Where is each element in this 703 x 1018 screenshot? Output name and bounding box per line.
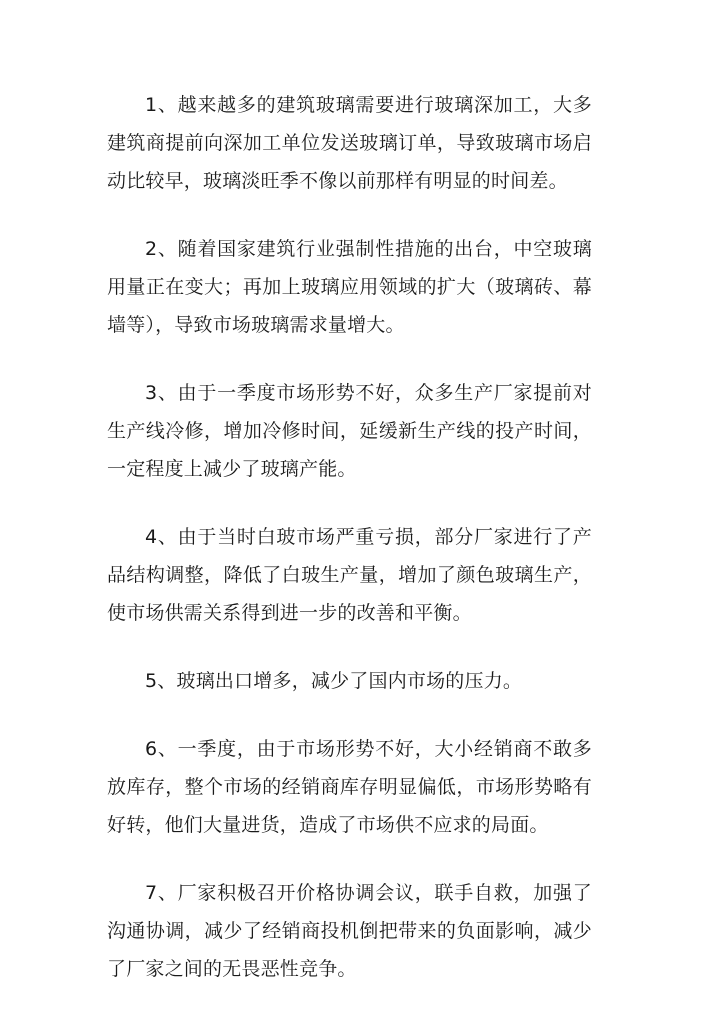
paragraph-3: 3、由于一季度市场形势不好，众多生产厂家提前对生产线冷修，增加冷修时间，延缓新生产线的投产时间，一定程度上减少了玻璃产能。 xyxy=(107,382,592,480)
paragraph-1: 1、越来越多的建筑玻璃需要进行玻璃深加工，大多建筑商提前向深加工单位发送玻璃订单，导致玻璃市场启动比较早，玻璃淡旺季不像以前那样有明显的时间差。 xyxy=(107,94,592,192)
paragraph-6: 6、一季度，由于市场形势不好，大小经销商不敢多放库存，整个市场的经销商库存明显偏低，市场形势略有好转，他们大量进货，造成了市场供不应求的局面。 xyxy=(107,738,592,836)
paragraph-5: 5、玻璃出口增多，减少了国内市场的压力。 xyxy=(145,670,523,692)
paragraph-2: 2、随着国家建筑行业强制性措施的出台，中空玻璃用量正在变大；再加上玻璃应用领域的扩大（玻璃砖、幕墙等），导致市场玻璃需求量增大。 xyxy=(107,238,592,336)
document-body xyxy=(107,86,592,1018)
paragraph-4: 4、由于当时白玻市场严重亏损，部分厂家进行了产品结构调整，降低了白玻生产量，增加了颜色玻璃生产，使市场供需关系得到进一步的改善和平衡。 xyxy=(107,526,592,624)
paragraph-7: 7、厂家积极召开价格协调会议，联手自救，加强了沟通协调，减少了经销商投机倒把带来的负面影响，减少了厂家之间的无畏恶性竞争。 xyxy=(107,882,592,980)
